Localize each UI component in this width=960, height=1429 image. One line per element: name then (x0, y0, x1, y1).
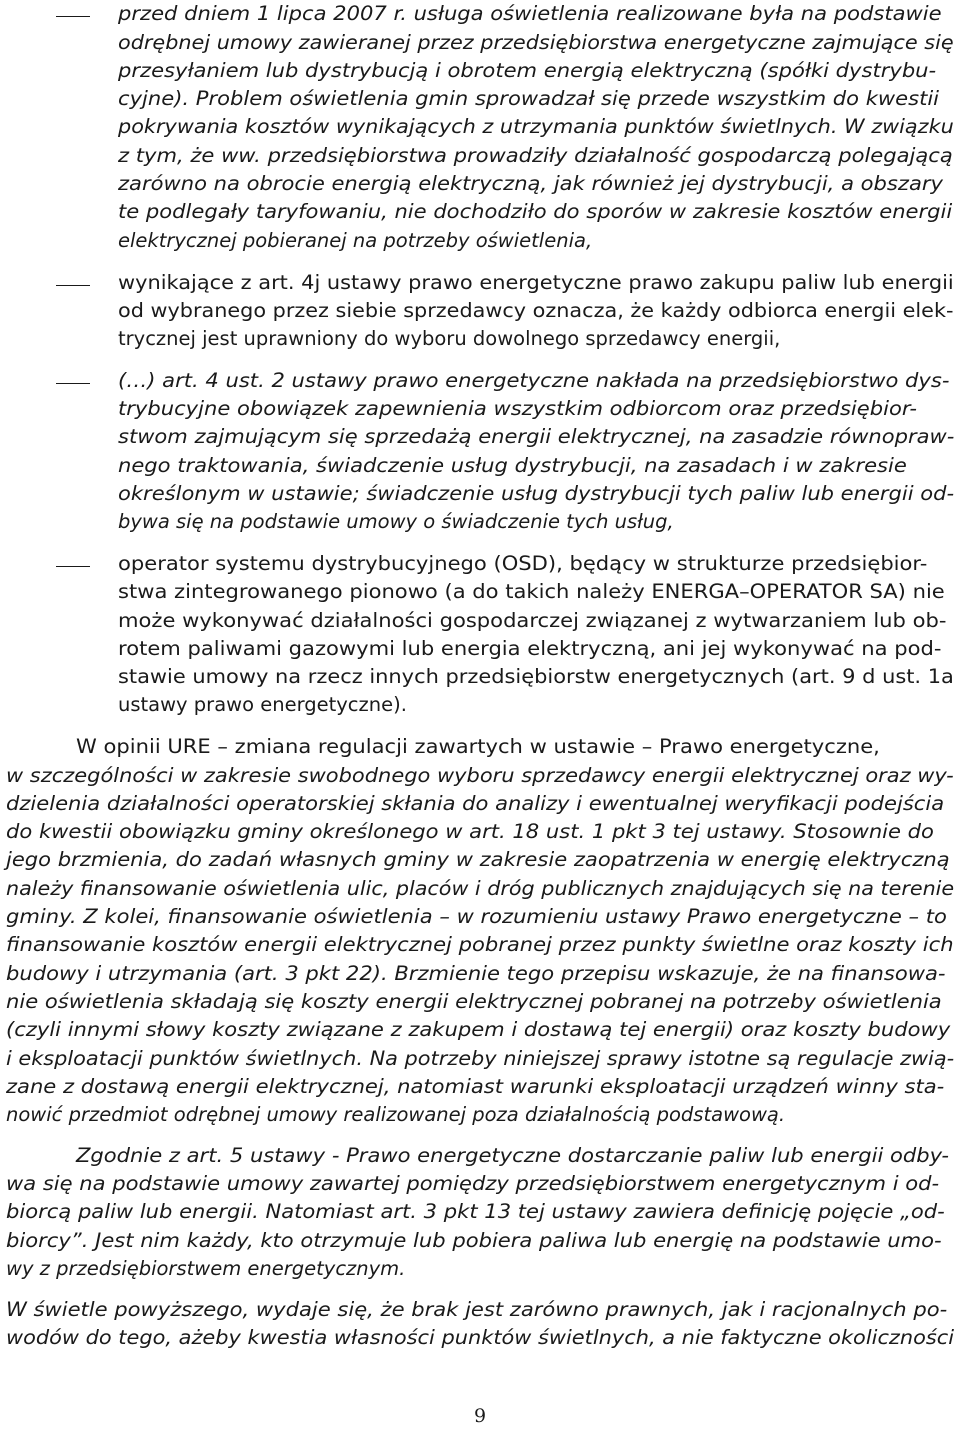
text-line: (czyli innymi słowy koszty związane z zakupem i dostawą tej energii) oraz koszty budowy (6, 1018, 951, 1041)
text-line: i eksploatacji punktów świetlnych. Na potrzeby niniejszej sprawy istotne są regulacje zwią- (6, 1047, 955, 1070)
text-line: stwa zintegrowanego pionowo (a do takich należy ENERGA–OPERATOR SA) nie (118, 580, 945, 603)
bullet-dash (56, 566, 90, 567)
text-line: do kwestii obowiązku gminy określonego w art. 18 ust. 1 pkt 3 tej ustawy. Stosownie do (6, 820, 934, 843)
bullet-dash (56, 16, 90, 17)
text-line: trycznej jest uprawniony do wyboru dowolnego sprzedawcy energii, (118, 327, 781, 350)
text-line: pokrywania kosztów wynikających z utrzymania punktów świetlnych. W związku (118, 115, 954, 138)
text-line: biorcy”. Jest nim każdy, kto otrzymuje lub pobiera paliwa lub energię na podstawie umo- (6, 1229, 942, 1252)
page-number: 9 (473, 1405, 487, 1427)
text-line: finansowanie kosztów energii elektrycznej pobranej przez punkty świetlne oraz koszty ich (6, 933, 954, 956)
text-line: biorcą paliw lub energii. Natomiast art. 3 pkt 13 tej ustawy zawiera definicję pojęcie „od- (6, 1200, 945, 1223)
text-line: od wybranego przez siebie sprzedawcy oznacza, że każdy odbiorca energii elek- (118, 299, 954, 322)
text-line: wa się na podstawie umowy zawartej pomiędzy przedsiębiorstwem energetycznym i od- (6, 1172, 940, 1195)
text-line: (…) art. 4 ust. 2 ustawy prawo energetyczne nakłada na przedsiębiorstwo dys- (118, 369, 950, 392)
text-line: W opinii URE – zmiana regulacji zawartych w ustawie – Prawo energetyczne, (76, 735, 880, 758)
text-line: określonym w ustawie; świadczenie usług dystrybucji tych paliw lub energii od- (118, 482, 955, 505)
bullet-dash (56, 383, 90, 384)
bullet-dash (56, 285, 90, 286)
text-line: cyjne). Problem oświetlenia gmin sprowadzał się przede wszystkim do kwestii (118, 87, 940, 110)
text-line: dzielenia działalności operatorskiej skłania do analizy i ewentualnej weryfikacji podejścia (6, 792, 945, 815)
text-line: wodów do tego, ażeby kwestia własności punktów świetlnych, a nie faktyczne okoliczności (6, 1326, 955, 1349)
text-line: może wykonywać działalności gospodarczej związanej z wytwarzaniem lub ob- (118, 609, 947, 632)
text-line: te podlegały taryfowaniu, nie dochodziło do sporów w zakresie kosztów energii (118, 200, 953, 223)
text-line: stwom zajmującym się sprzedażą energii elektrycznej, na zasadzie równopraw- (118, 425, 955, 448)
text-line: ustawy prawo energetyczne). (118, 693, 407, 716)
text-line: trybucyjne obowiązek zapewnienia wszystkim odbiorcom oraz przedsiębior- (118, 397, 917, 420)
text-line: w szczególności w zakresie swobodnego wyboru sprzedawcy energii elektrycznej oraz wy- (6, 764, 954, 787)
text-line: nie oświetlenia składają się koszty energii elektrycznej pobranej na potrzeby oświetlenia (6, 990, 942, 1013)
text-line: z tym, że ww. przedsiębiorstwa prowadziły działalność gospodarczą polegającą (118, 144, 953, 167)
text-line: zane z dostawą energii elektrycznej, natomiast warunki eksploatacji urządzeń winny sta- (6, 1075, 945, 1098)
text-line: elektrycznej pobieranej na potrzeby oświetlenia, (118, 229, 593, 252)
text-line: operator systemu dystrybucyjnego (OSD), będący w strukturze przedsiębior- (118, 552, 928, 575)
text-line: wy z przedsiębiorstwem energetycznym. (6, 1257, 406, 1280)
text-line: stawie umowy na rzecz innych przedsiębiorstw energetycznych (art. 9 d ust. 1a (118, 665, 954, 688)
text-line: gminy. Z kolei, finansowanie oświetlenia – w rozumieniu ustawy Prawo energetyczne – to (6, 905, 947, 928)
text-line: jego brzmienia, do zadań własnych gminy w zakresie zaopatrzenia w energię elektryczną (6, 848, 950, 871)
text-line: wynikające z art. 4j ustawy prawo energetyczne prawo zakupu paliw lub energii (118, 271, 954, 294)
text-line: odrębnej umowy zawieranej przez przedsiębiorstwa energetyczne zajmujące się (118, 31, 954, 54)
text-line: Zgodnie z art. 5 ustawy - Prawo energetyczne dostarczanie paliw lub energii odby- (76, 1144, 949, 1167)
text-line: zarówno na obrocie energią elektryczną, jak również jej dystrybucji, a obszary (118, 172, 943, 195)
text-line: W świetle powyższego, wydaje się, że brak jest zarówno prawnych, jak i racjonalnych po- (6, 1298, 948, 1321)
text-line: rotem paliwami gazowymi lub energia elektryczną, ani jej wykonywać na pod- (118, 637, 942, 660)
text-line: budowy i utrzymania (art. 3 pkt 22). Brzmienie tego przepisu wskazuje, że na finansowa- (6, 962, 946, 985)
text-line: przesyłaniem lub dystrybucją i obrotem energią elektryczną (spółki dystrybu- (118, 59, 937, 82)
text-line: nowić przedmiot odrębnej umowy realizowanej poza działalnością podstawową. (6, 1103, 786, 1126)
text-line: nego traktowania, świadczenie usług dystrybucji, na zasadach i w zakresie (118, 454, 907, 477)
text-line: należy finansowanie oświetlenia ulic, placów i dróg publicznych znajdujących się na terenie (6, 877, 955, 900)
text-line: bywa się na podstawie umowy o świadczenie tych usług, (118, 510, 674, 533)
text-line: przed dniem 1 lipca 2007 r. usługa oświetlenia realizowane była na podstawie (118, 2, 942, 25)
